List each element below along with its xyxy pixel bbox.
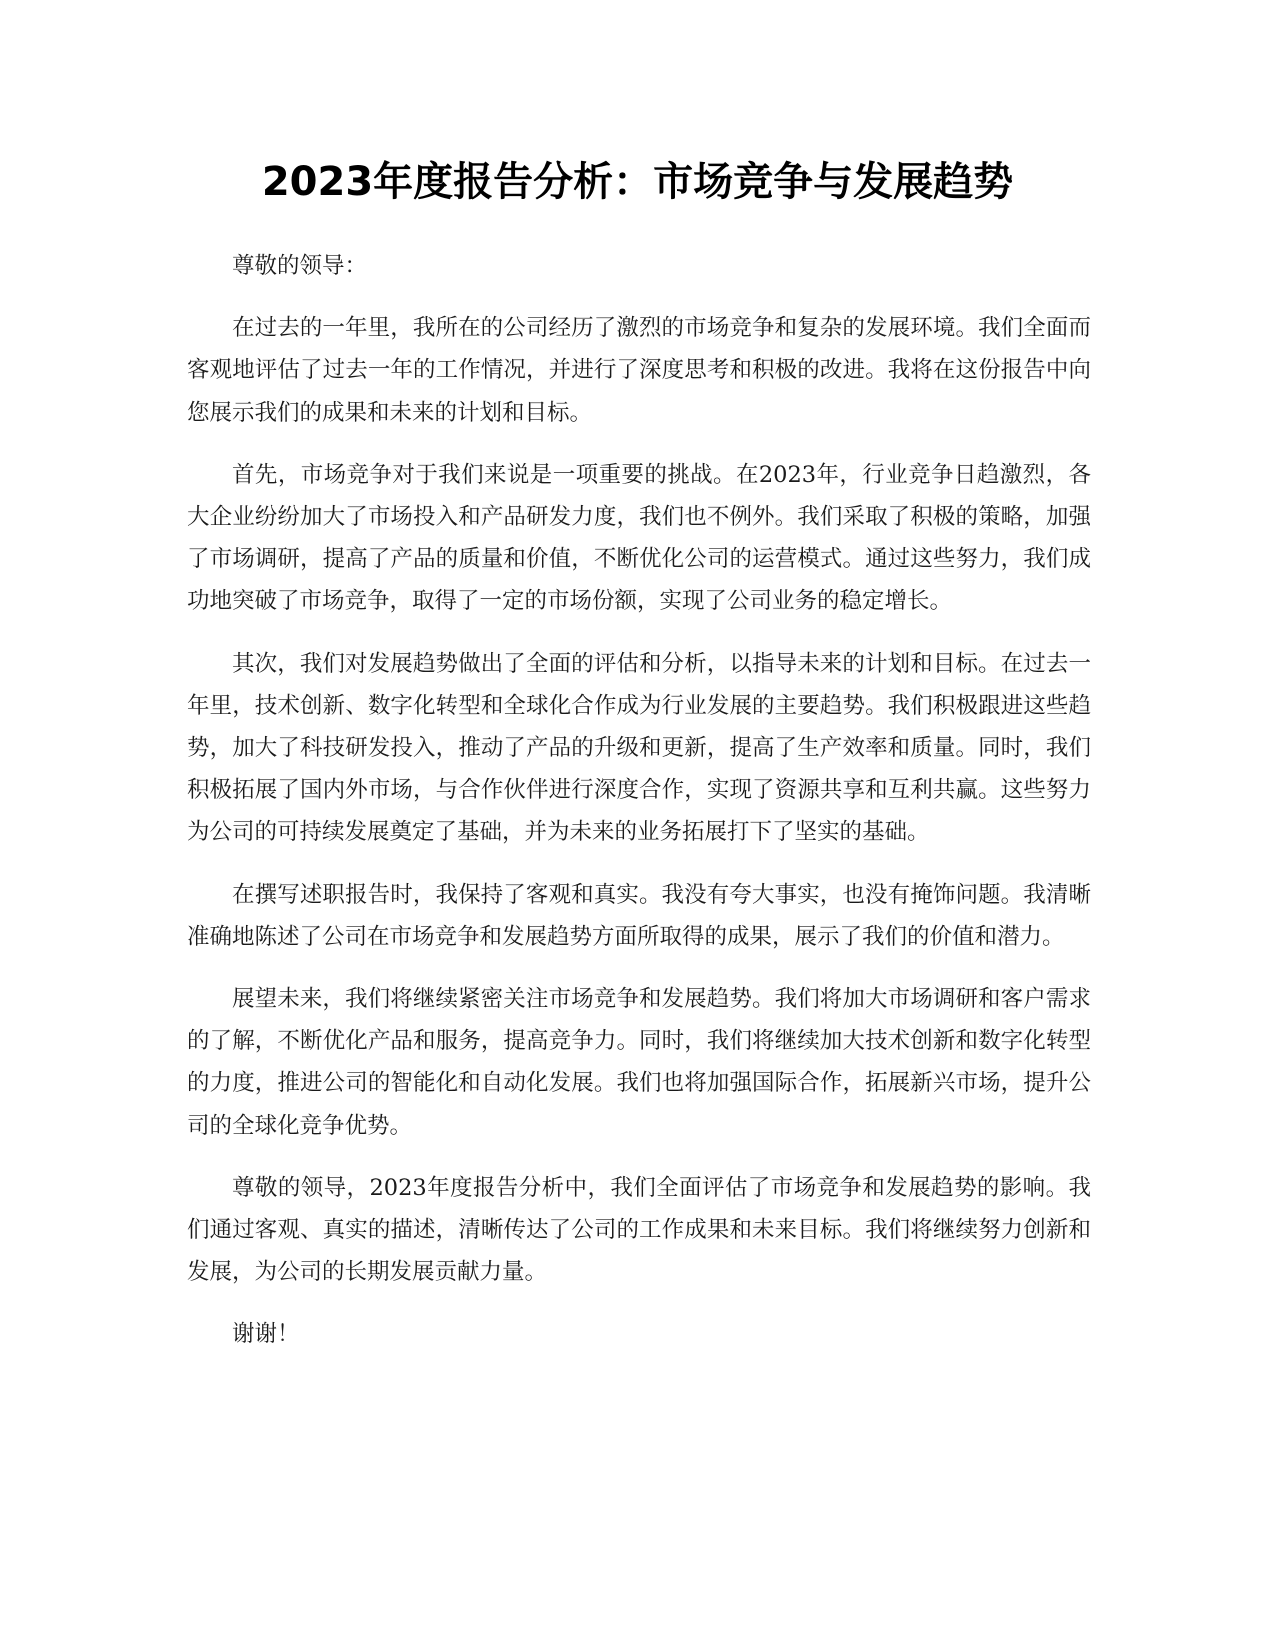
greeting: 尊敬的领导：: [232, 253, 368, 279]
document-title: 2023年度报告分析：市场竞争与发展趋势: [261, 159, 1014, 205]
paragraph: 尊敬的领导，2023年度报告分析中，我们全面评估了市场竞争和发展趋势的影响。我们通过客观、真实的描述，清晰传达了公司的工作成果和未来目标。我们将继续努力创新和发展，为公司的长期发展贡献力量。: [187, 1174, 1091, 1286]
paragraph: 在撰写述职报告时，我保持了客观和真实。我没有夸大事实，也没有掩饰问题。我清晰准确地陈述了公司在市场竞争和发展趋势方面所取得的成果，展示了我们的价值和潜力。: [187, 881, 1091, 950]
paragraph: 首先，市场竞争对于我们来说是一项重要的挑战。在2023年，行业竞争日趋激烈，各大企业纷纷加大了市场投入和产品研发力度，我们也不例外。我们采取了积极的策略，加强了市场调研，提高了产品的质量和价值，不断优化公司的运营模式。通过这些努力，我们成功地突破了市场竞争，取得了一定的市场份额，实现了公司业务的稳定增长。: [187, 461, 1091, 615]
paragraph: 在过去的一年里，我所在的公司经历了激烈的市场竞争和复杂的发展环境。我们全面而客观地评估了过去一年的工作情况，并进行了深度思考和积极的改进。我将在这份报告中向您展示我们的成果和未来的计划和目标。: [187, 315, 1091, 426]
document-body: [187, 245, 1091, 1376]
closing: 谢谢！: [232, 1321, 300, 1348]
paragraph: 其次，我们对发展趋势做出了全面的评估和分析，以指导未来的计划和目标。在过去一年里，技术创新、数字化转型和全球化合作成为行业发展的主要趋势。我们积极跟进这些趋势，加大了科技研发投入，推动了产品的升级和更新，提高了生产效率和质量。同时，我们积极拓展了国内外市场，与合作伙伴进行深度合作，实现了资源共享和互利共赢。这些努力为公司的可持续发展奠定了基础，并为未来的业务拓展打下了坚实的基础。: [187, 650, 1091, 846]
paragraph: 展望未来，我们将继续紧密关注市场竞争和发展趋势。我们将加大市场调研和客户需求的了解，不断优化产品和服务，提高竞争力。同时，我们将继续加大技术创新和数字化转型的力度，推进公司的智能化和自动化发展。我们也将加强国际合作，拓展新兴市场，提升公司的全球化竞争优势。: [187, 986, 1091, 1139]
